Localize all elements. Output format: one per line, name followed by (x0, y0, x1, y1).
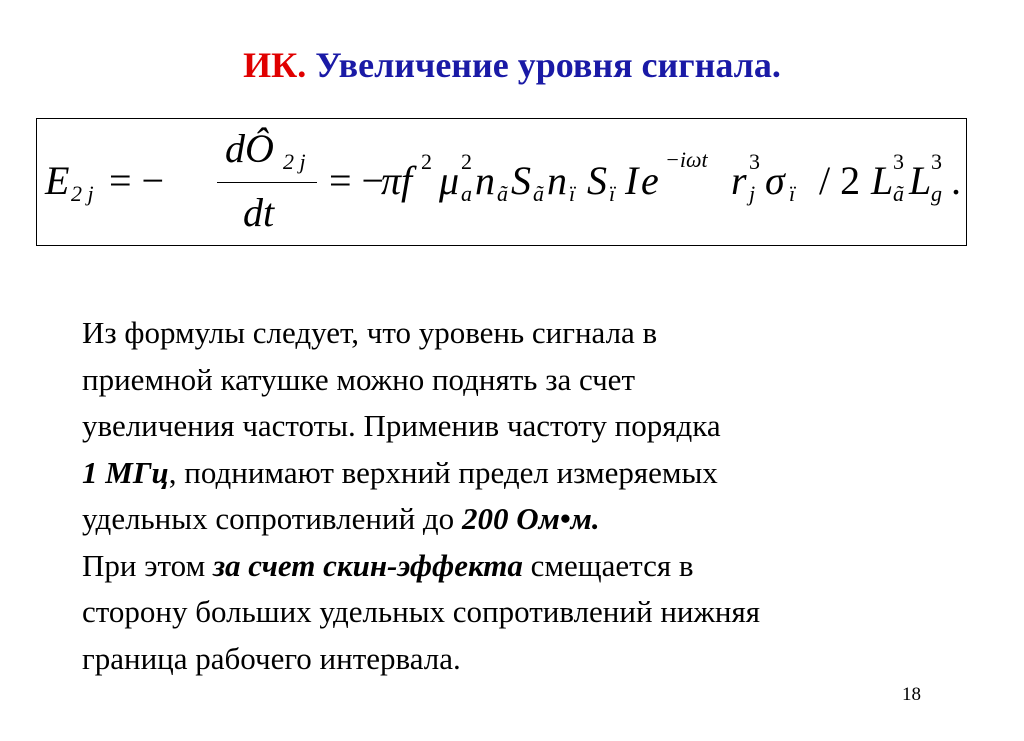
formula-r-sub: j (749, 181, 756, 206)
formula-n2-sub: ï (569, 181, 576, 206)
formula-l2-sup: 3 (931, 149, 942, 174)
slide-title (0, 44, 1024, 86)
formula-f-sup: 2 (421, 149, 432, 174)
fraction-line (217, 182, 317, 183)
formula-dot: . (951, 158, 961, 203)
formula-l2-sub: g (931, 181, 942, 206)
body-line (82, 543, 962, 590)
formula-eq-minus: = − (109, 158, 165, 203)
formula-box (36, 118, 967, 246)
formula-l1-sup: 3 (893, 149, 904, 174)
formula-l2: L (909, 158, 932, 203)
frequency-value: 1 МГц (82, 454, 169, 490)
formula-lhs-sub: 2 j (71, 181, 94, 206)
formula-n1-sub: ã (497, 181, 508, 206)
formula-s1-sub: ã (533, 181, 544, 206)
formula-numerator-sub: 2 j (283, 149, 306, 174)
body-line-text: смещается в (522, 547, 694, 583)
formula-e: e (641, 158, 659, 203)
formula-mu-sup: 2 (461, 149, 472, 174)
formula-n2: n (547, 158, 567, 203)
title-text: Увеличение уровня сигнала. (315, 45, 781, 85)
formula-r: r (731, 158, 747, 203)
formula-slash: / 2 (819, 158, 861, 203)
formula-eq2: = − (329, 158, 385, 203)
formula-i: I (625, 158, 639, 203)
body-line (82, 496, 962, 543)
formula-sigma: σ (765, 158, 785, 203)
resistivity-value: 200 Ом•м. (461, 501, 600, 536)
body-text (82, 310, 962, 682)
body-line: граница рабочего интервала. (82, 640, 461, 676)
body-line: Из формулы следует, что уровень сигнала в (82, 315, 658, 350)
formula-s1: S (511, 158, 531, 203)
formula-l1-sub: ã (893, 181, 904, 206)
body-line: увеличения частоты. Применив частоту порядка (82, 408, 721, 443)
formula-denominator: dt (243, 190, 275, 235)
body-line: приемной катушке можно поднять за счет (82, 361, 635, 397)
formula-pi: π (381, 158, 402, 203)
formula-l1: L (871, 158, 894, 203)
body-line (82, 450, 962, 497)
formula-s2-sub: ï (609, 181, 616, 206)
body-line-text: удельных сопротивлений до (82, 501, 462, 536)
formula-mu: μ (439, 158, 460, 203)
formula-numerator: dÔ (225, 126, 274, 171)
formula-r-sup: 3 (749, 149, 760, 174)
body-line-text: , поднимают верхний предел измеряемых (168, 454, 718, 490)
formula-n1: n (475, 158, 495, 203)
formula-e-sup: −iωt (665, 147, 708, 172)
page-number: 18 (902, 684, 921, 705)
body-line-text: При этом (82, 547, 213, 583)
skin-effect-phrase: за счет скин-эффекта (212, 547, 523, 583)
formula-f: f (401, 158, 413, 203)
formula-s2: S (587, 158, 607, 203)
formula-sigma-sub: ï (789, 181, 796, 206)
title-abbr: ИК. (243, 45, 307, 85)
body-line: сторону больших удельных сопротивлений нижняя (82, 594, 761, 629)
formula-mu-sub: a (461, 181, 472, 206)
formula-lhs: E (45, 158, 70, 203)
